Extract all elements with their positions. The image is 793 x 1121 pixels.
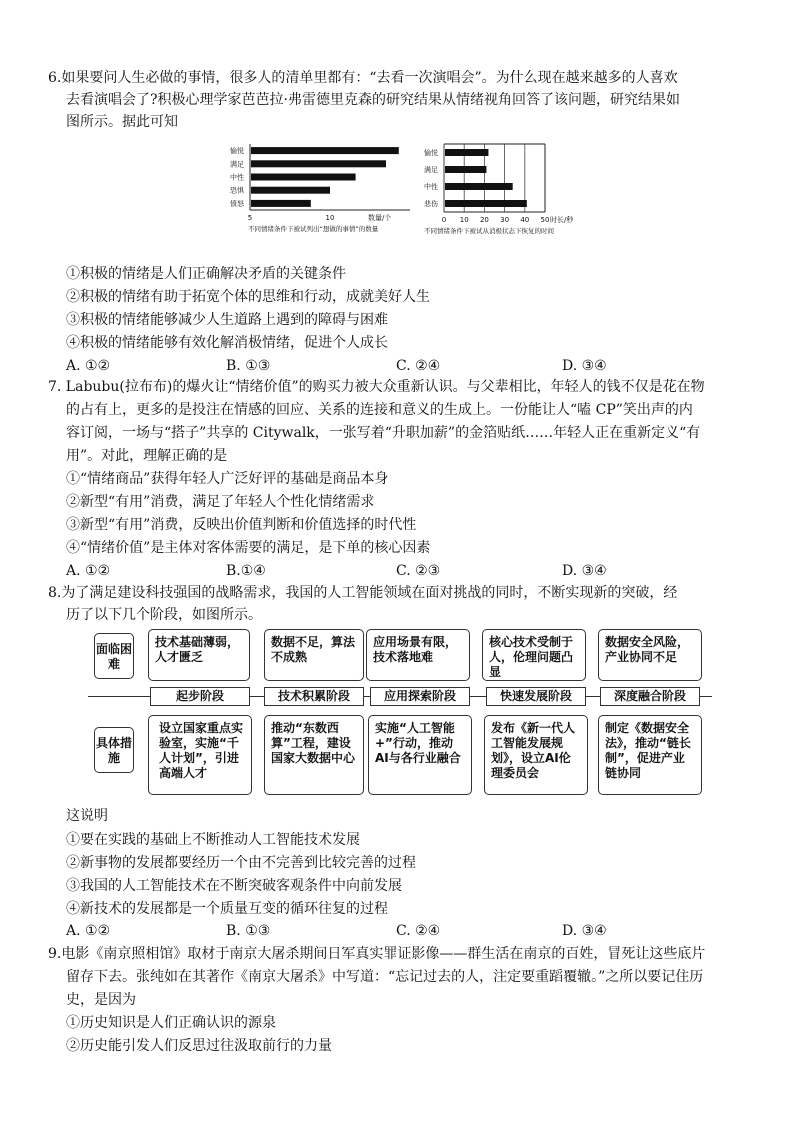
option-a[interactable]: A. ①② (66, 358, 111, 374)
question-7-item-1: ①“情绪商品”获得年轻人广泛好评的基础是商品本身 (66, 471, 389, 487)
right-chart-bar (445, 200, 527, 207)
right-chart-tick-label: 30 (500, 216, 510, 224)
question-8-lead: 这说明 (66, 808, 108, 824)
right-chart-bar (445, 149, 488, 156)
left-chart-tick-label: 10 (325, 214, 335, 222)
right-chart-tick-label: 40 (520, 216, 530, 224)
stage-2: 技术积累阶段 (264, 687, 364, 706)
question-9-item-2: ②历史能引发人们反思过往汲取前行的力量 (66, 1038, 332, 1054)
left-chart-x-label: 数量/个 (368, 214, 392, 222)
right-chart-bar (445, 166, 486, 173)
stage-4: 快速发展阶段 (486, 687, 586, 706)
left-chart-category-label: 满足 (230, 160, 244, 169)
option-c[interactable]: C. ②③ (396, 563, 441, 579)
ai-development-diagram (88, 627, 712, 797)
right-chart-x-label: 时长/秒 (550, 216, 574, 224)
question-6-options (66, 356, 726, 376)
left-chart-category-label: 愤怒 (230, 199, 244, 208)
question-6-item-2: ②积极的情绪有助于拓宽个体的思维和行动，成就美好人生 (66, 289, 430, 305)
stage-3: 应用探索阶段 (370, 687, 470, 706)
question-8-options (66, 921, 726, 941)
question-7-item-3: ③新型“有用”消费，反映出价值判断和价值选择的时代性 (66, 517, 417, 533)
question-9-stem-line-2: 留存下去。张纯如在其著作《南京大屠杀》中写道：“忘记过去的人，注定要重蹈覆辙。”之所以要记住历 (66, 969, 704, 985)
difficulty-box-2: 数据不足，算法不成熟 (264, 629, 364, 681)
left-chart-category-label: 愉悦 (230, 147, 244, 156)
chart-right-svg (422, 140, 582, 240)
chart-left-svg (228, 140, 418, 240)
question-7-item-2: ②新型“有用”消费，满足了年轻人个性化情绪需求 (66, 494, 375, 510)
question-8-item-2: ②新事物的发展都要经历一个由不完善到比较完善的过程 (66, 855, 416, 871)
question-9-stem-line-3: 史，是因为 (66, 992, 136, 1008)
right-chart-tick-label: 50 (540, 216, 550, 224)
question-8-stem-line-2: 历了以下几个阶段，如图所示。 (66, 607, 262, 623)
question-7-stem-line-1: 7. Labubu(拉布布)的爆火让“情绪价值”的购买力被大众重新认识。与父辈相比，年轻人的钱不仅是花在物 (48, 379, 705, 395)
right-chart-tick-label: 20 (479, 216, 489, 224)
question-7-stem-line-3: 容订阅，一场与“搭子”共享的 Citywalk，一张写着“升职加薪”的金箔贴纸……年轻人正在重新定义“有 (66, 425, 701, 441)
question-7-item-4: ④“情绪价值”是主体对客体需要的满足，是下单的核心因素 (66, 540, 431, 556)
question-6-stem-line-2: 去看演唱会了?积极心理学家芭芭拉·弗雷德里克森的研究结果从情绪视角回答了该问题，研究结果如 (66, 92, 680, 108)
question-7-stem-line-4: 用”。对此，理解正确的是 (66, 448, 228, 464)
question-7-stem-line-2: 的占有上，更多的是投注在情感的回应、关系的连接和意义的生成上。一份能让人“嗑 CP”笑出声的内 (66, 402, 693, 418)
right-chart-category-label: 愉悦 (424, 149, 438, 157)
right-chart-caption: 不同情绪条件下被试从消极状态下恢复的时间 (424, 227, 554, 235)
question-8-item-1: ①要在实践的基础上不断推动人工智能技术发展 (66, 832, 360, 848)
chart-left (228, 140, 418, 240)
left-chart-bar (251, 187, 330, 194)
question-6-item-1: ①积极的情绪是人们正确解决矛盾的关键条件 (66, 266, 346, 282)
difficulty-box-5: 数据安全风险，产业协同不足 (598, 629, 702, 681)
difficulty-box-4: 核心技术受制于人，伦理问题凸显 (482, 629, 586, 681)
difficulty-box-3: 应用场景有限，技术落地难 (366, 629, 470, 681)
option-d[interactable]: D. ③④ (562, 358, 607, 374)
right-chart-category-label: 悲伤 (424, 200, 438, 208)
question-6-stem-line-3: 图所示。据此可知 (66, 114, 178, 130)
right-chart-tick-label: 0 (441, 216, 447, 224)
measure-label: 具体措施 (94, 727, 134, 773)
difficulty-label: 面临困难 (94, 633, 134, 679)
left-chart-bar (251, 160, 386, 167)
measure-box-4: 发布《新一代人工智能发展规划》，设立AI伦理委员会 (484, 715, 588, 795)
measure-box-1: 设立国家重点实验室，实施“千人计划”，引进高端人才 (148, 715, 252, 795)
left-chart-caption: 不同情绪条件下被试列出“想做的事情”的数量 (248, 225, 379, 233)
option-b[interactable]: B.①④ (226, 563, 266, 579)
left-chart-bar (251, 147, 399, 154)
question-8-item-3: ③我国的人工智能技术在不断突破客观条件中向前发展 (66, 878, 402, 894)
option-d[interactable]: D. ③④ (562, 923, 607, 939)
chart-right (422, 140, 582, 240)
measure-box-5: 制定《数据安全法》，推动“链长制”，促进产业链协同 (598, 715, 702, 795)
question-9-stem-line-1: 9.电影《南京照相馆》取材于南京大屠杀期间日军真实罪证影像——群生活在南京的百姓，冒死让这些底片 (48, 946, 706, 962)
option-b[interactable]: B. ①③ (226, 923, 271, 939)
left-chart-bar (251, 174, 356, 181)
question-8-item-4: ④新技术的发展都是一个质量互变的循环往复的过程 (66, 901, 388, 917)
question-6-stem-line-1: 6.如果要问人生必做的事情，很多人的清单里都有：“去看一次演唱会”。为什么现在越来越多的人喜欢 (48, 70, 678, 86)
option-c[interactable]: C. ②④ (396, 923, 441, 939)
question-7-options (66, 561, 726, 581)
right-chart-bar (445, 183, 513, 190)
right-chart-tick-label: 10 (459, 216, 469, 224)
stage-5: 深度融合阶段 (600, 687, 700, 706)
difficulty-box-1: 技术基础薄弱，人才匮乏 (148, 629, 250, 681)
option-d[interactable]: D. ③④ (562, 563, 607, 579)
question-6-item-4: ④积极的情绪能够有效化解消极情绪，促进个人成长 (66, 335, 388, 351)
right-chart-category-label: 满足 (424, 166, 438, 174)
option-c[interactable]: C. ②④ (396, 358, 441, 374)
right-chart-category-label: 中性 (424, 183, 438, 191)
measure-box-3: 实施“人工智能+”行动，推动AI与各行业融合 (368, 715, 472, 795)
question-6-item-3: ③积极的情绪能够减少人生道路上遇到的障碍与困难 (66, 312, 388, 328)
left-chart-tick-label: 5 (247, 214, 253, 222)
option-a[interactable]: A. ①② (66, 923, 111, 939)
option-a[interactable]: A. ①② (66, 563, 111, 579)
left-chart-bar (251, 200, 311, 207)
question-8-stem-line-1: 8.为了满足建设科技强国的战略需求，我国的人工智能领域在面对挑战的同时，不断实现新的突破，经 (48, 585, 678, 601)
option-b[interactable]: B. ①③ (226, 358, 271, 374)
stage-1: 起步阶段 (150, 687, 250, 706)
measure-box-2: 推动“东数西算”工程，建设国家大数据中心 (264, 715, 364, 795)
left-chart-category-label: 恐惧 (230, 186, 244, 195)
left-chart-category-label: 中性 (230, 173, 244, 182)
question-9-item-1: ①历史知识是人们正确认识的源泉 (66, 1015, 276, 1031)
